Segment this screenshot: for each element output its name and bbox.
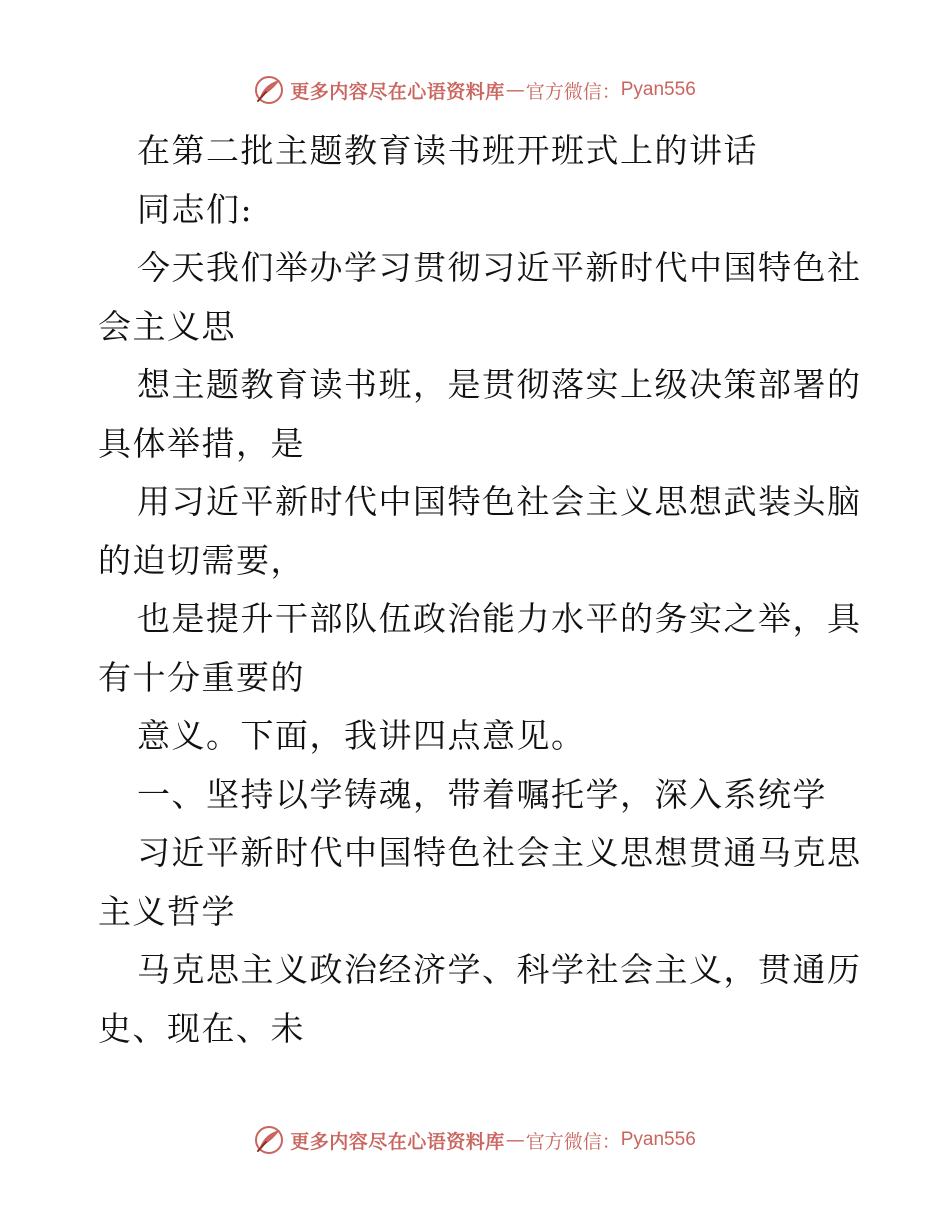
text-line: 会主义思 xyxy=(98,306,236,346)
header-watermark xyxy=(0,72,950,108)
text-line: 的迫切需要， xyxy=(98,540,305,580)
watermark-wechat-id: Pyan556 xyxy=(620,79,696,100)
watermark-separator: — xyxy=(505,1129,525,1151)
text-line: 习近平新时代中国特色社会主义思想贯通马克思 xyxy=(137,833,862,872)
text-line: 有十分重要的 xyxy=(98,657,305,697)
watermark-wechat-label: 官方微信： xyxy=(525,80,621,103)
footer-watermark xyxy=(0,1122,950,1158)
watermark-separator: — xyxy=(505,79,525,101)
text-line: 马克思主义政治经济学、科学社会主义，贯通历 xyxy=(137,950,862,989)
feather-pen-logo-icon xyxy=(254,75,284,105)
text-line: 具体举措，是 xyxy=(98,423,305,463)
text-line: 意义。下面，我讲四点意见。 xyxy=(137,716,586,755)
text-line: 也是提升干部队伍政治能力水平的务实之举，具 xyxy=(137,599,862,638)
text-line: 今天我们举办学习贯彻习近平新时代中国特色社 xyxy=(137,248,862,287)
watermark-brand: 更多内容尽在心语资料库 xyxy=(290,1130,505,1153)
text-line: 用习近平新时代中国特色社会主义思想武装头脑 xyxy=(137,482,862,521)
document-body xyxy=(98,122,862,1058)
section-heading: 一、坚持以学铸魂，带着嘱托学，深入系统学 xyxy=(137,774,827,814)
watermark-wechat-label: 官方微信： xyxy=(525,1130,621,1153)
text-line: 史、现在、未 xyxy=(98,1008,305,1048)
text-line: 想主题教育读书班，是贯彻落实上级决策部署的 xyxy=(137,365,862,404)
text-line: 主义哲学 xyxy=(98,891,236,931)
salutation: 同志们: xyxy=(137,189,254,229)
feather-pen-logo-icon xyxy=(254,1125,284,1155)
watermark-brand: 更多内容尽在心语资料库 xyxy=(290,80,505,103)
document-title: 在第二批主题教育读书班开班式上的讲话 xyxy=(137,131,758,170)
watermark-wechat-id: Pyan556 xyxy=(620,1129,696,1150)
